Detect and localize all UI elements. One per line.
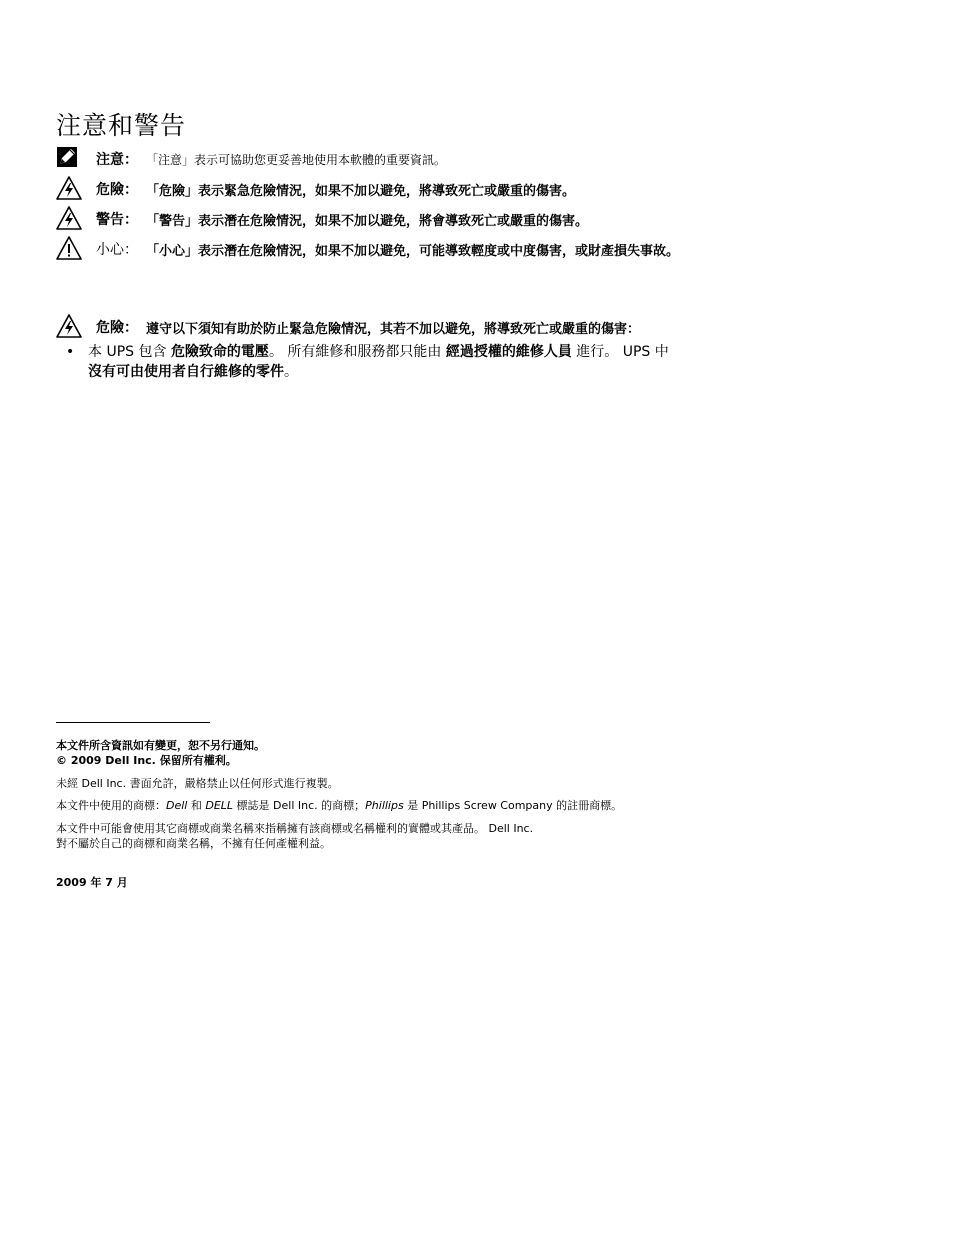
warning-label: 警告： [96,212,138,228]
bullet-no-serviceable-parts: 沒有可由使用者自行維修的零件 [88,364,284,380]
danger-shock-icon [56,314,84,340]
bullet-part-1: 本 UPS 包含 [88,344,171,360]
reproduction-notice: 未經 Dell Inc. 書面允許，嚴格禁止以任何形式進行複製。 [56,777,339,790]
caution-label: 小心： [96,242,138,258]
caution-exclamation-icon [56,236,84,262]
note-label: 注意： [96,152,138,168]
danger-block-text: 遵守以下須知有助於防止緊急危險情況，其若不加以避免，將導致死亡或嚴重的傷害： [146,321,641,337]
danger-notice [56,176,936,202]
caution-notice [56,236,936,262]
danger-shock-icon [56,176,84,202]
bullet-part-3: 進行。 UPS 中 [571,344,669,360]
note-pencil-icon [56,146,84,172]
danger-block-label: 危險： [96,320,138,336]
danger-label: 危險： [96,182,138,198]
warning-text: 「警告」表示潛在危險情況，如果不加以避免，將會導致死亡或嚴重的傷害。 [146,213,589,229]
caution-text: 「小心」表示潛在危險情況，如果不加以避免，可能導致輕度或中度傷害，或財產損失事故。 [146,243,680,259]
other-trademarks-notice [56,821,696,851]
other-trademarks-line-1: 本文件中可能會使用其它商標或商業名稱來指稱擁有該商標或名稱權利的實體或其產品。 Dell Inc. [56,822,534,835]
ups-voltage-bullet [66,342,726,382]
change-notice [56,738,696,768]
trademark-mid: 標誌是 Dell Inc. 的商標； [233,799,366,812]
trademark-notice [56,798,696,813]
trademark-dell-logo: DELL [205,799,234,812]
trademark-and: 和 [187,799,206,812]
note-text: 「注意」表示可協助您更妥善地使用本軟體的重要資訊。 [146,152,447,167]
bullet-part-2: 。 所有維修和服務都只能由 [268,344,446,360]
trademark-suffix: 是 Phillips Screw Company 的註冊商標。 [403,799,623,812]
bullet-authorized-personnel: 經過授權的維修人員 [445,344,572,360]
warning-notice [56,206,936,232]
bullet-part-4: 。 [284,364,298,380]
warning-shock-icon [56,206,84,232]
danger-text: 「危險」表示緊急危險情況，如果不加以避免，將導致死亡或嚴重的傷害。 [146,183,576,199]
copyright-line: © 2009 Dell Inc. 保留所有權利。 [56,754,237,767]
trademark-phillips: Phillips [365,799,404,812]
trademark-dell: Dell [166,799,188,812]
footer-divider [56,722,210,723]
bullet-text [88,342,669,382]
page-title: 注意和警告 [56,111,187,140]
other-trademarks-line-2: 對不屬於自己的商標和商業名稱，不擁有任何產權利益。 [56,837,331,850]
bullet-lethal-voltage: 危險致命的電壓 [170,344,269,360]
publication-date: 2009 年 7 月 [56,876,128,889]
trademark-prefix: 本文件中使用的商標： [56,799,166,812]
bullet-dot: • [66,344,75,360]
danger-block [56,314,936,340]
change-notice-line: 本文件所含資訊如有變更，恕不另行通知。 [56,739,265,752]
note-notice [56,146,936,172]
